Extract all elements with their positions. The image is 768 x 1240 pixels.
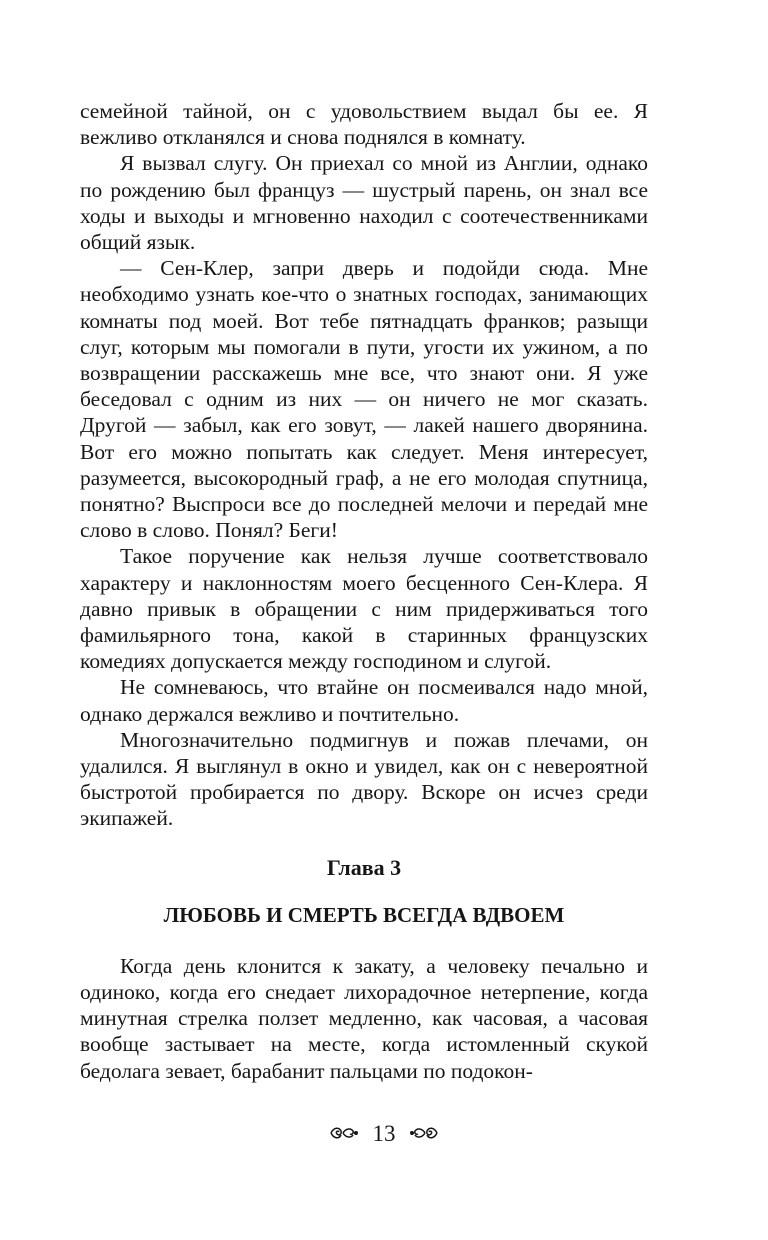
ornament-left-icon: [329, 1120, 359, 1148]
paragraph-7: Когда день клонится к закату, а человеку печально и одиноко, когда его снедает лихорадочное нетерпение, когда минутная стрелка ползет медленно, как часовая, а часовая вообще застывает на месте, когда истомленный скукой бедолага зевает, барабанит пальцами по подокон-: [80, 953, 648, 1083]
chapter-title: Глава 3: [326, 854, 402, 880]
paragraph-2: Я вызвал слугу. Он приехал со мной из Англии, однако по рождению был француз — шустрый парень, он знал все ходы и выходы и мгновенно находил с соотечественниками общий язык.: [80, 151, 648, 255]
ornament-right-icon: [409, 1120, 439, 1148]
paragraph-3: — Сен-Клер, запри дверь и подойди сюда. Мне необходимо узнать кое-что о знатных господах, занимающих комнаты под моей. Вот тебе пятнадцать франков; разыщи слуг, которым мы помогали в пути, угости их ужином, а по возвращении расскажешь мне все, что знают они. Я уже беседовал с одним из них — он ничего не мог сказать. Другой — забыл, как его зовут, — лакей нашего дворянина. Вот его можно попытать как следует. Меня интересует, разумеется, высокородный граф, а не его молодая спутница, понятно? Выспроси все до последней мелочи и передай мне слово в слово. Понял? Беги!: [80, 256, 648, 543]
paragraph-5: Не сомневаюсь, что втайне он посмеивался надо мной, однако держался вежливо и почтительно.: [80, 675, 648, 726]
paragraph-4: Такое поручение как нельзя лучше соответствовало характеру и наклонностям моего бесценного Сен-Клера. Я давно привык в обращении с ним придерживаться того фамильярного тона, какой в старинных французских комедиях допускается между господином и слугой.: [80, 544, 648, 674]
paragraph-1: семейной тайной, он с удовольствием выдал бы ее. Я вежливо откланялся и снова поднялся в комнату.: [80, 99, 648, 150]
page-number: 13: [372, 1120, 396, 1146]
chapter-subtitle: ЛЮБОВЬ И СМЕРТЬ ВСЕГДА ВДВОЕМ: [163, 902, 565, 927]
page-folio: [0, 1118, 768, 1148]
chapter-gap: [80, 928, 648, 953]
book-page: [80, 98, 648, 1084]
paragraph-6: Многозначительно подмигнув и пожав плечами, он удалился. Я выглянул в окно и увидел, как он с невероятной быстротой пробирается по двору. Вскоре он исчез среди экипажей.: [80, 727, 648, 831]
